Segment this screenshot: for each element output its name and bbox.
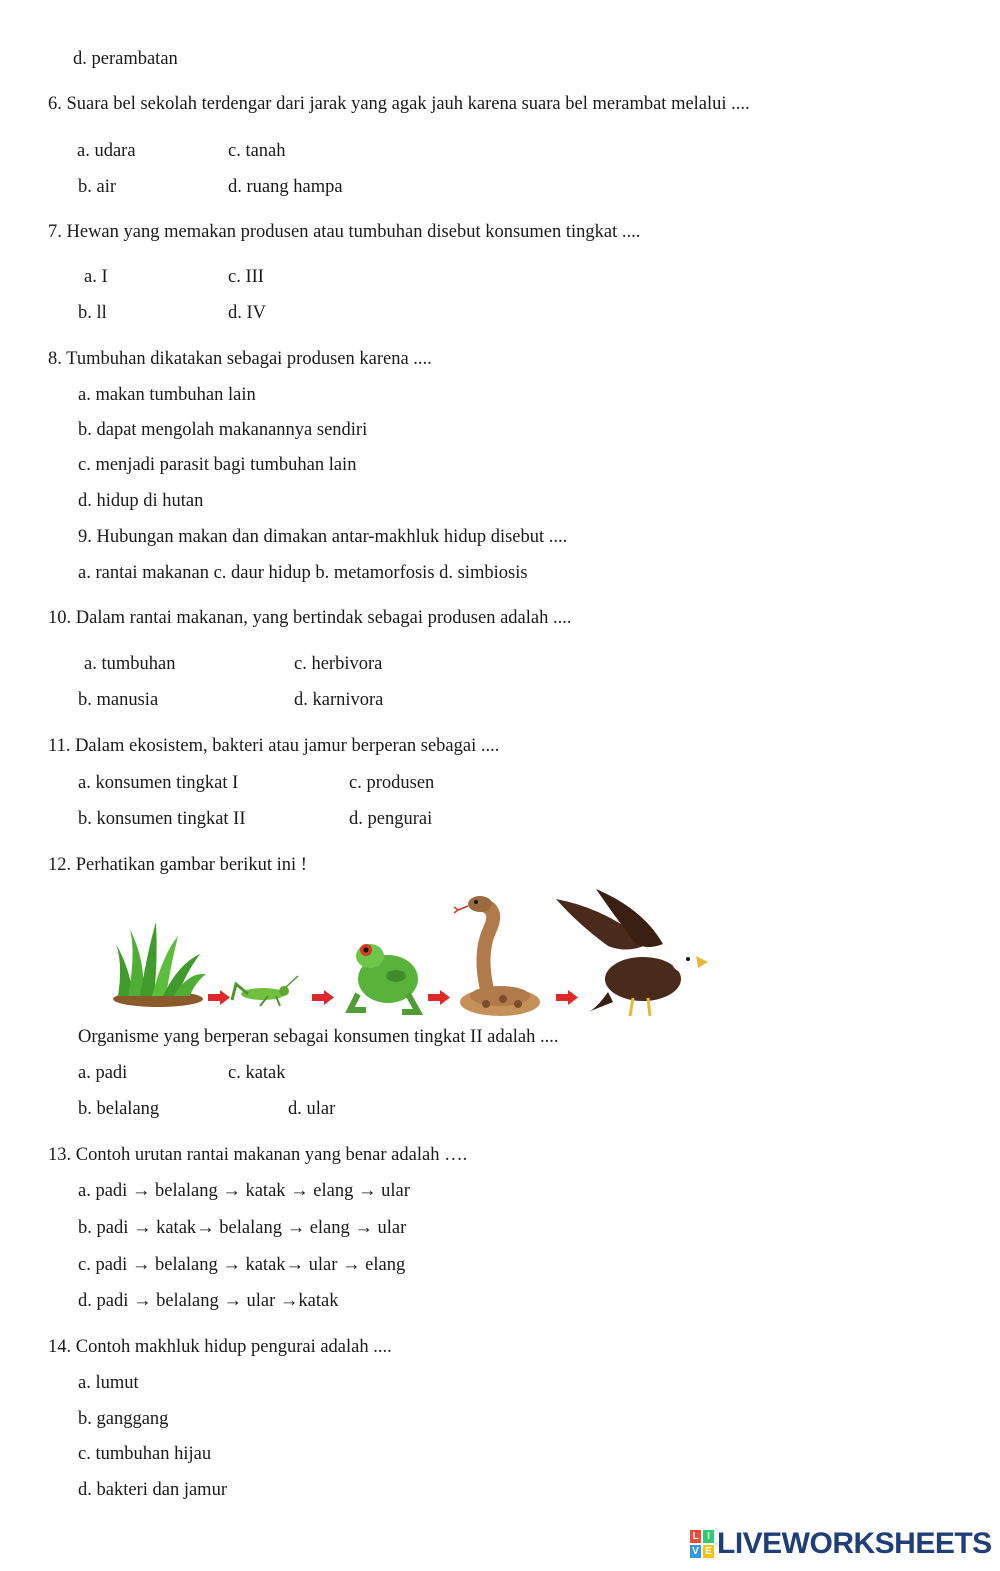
- q13-option-a: a. padi → belalang → katak → elang → ular: [78, 1181, 410, 1201]
- q12-question: 12. Perhatikan gambar berikut ini !: [48, 855, 307, 875]
- q12-option-b: b. belalang: [78, 1099, 160, 1119]
- q10-question: 10. Dalam rantai makanan, yang bertindak sebagai produsen adalah ....: [48, 608, 572, 628]
- q5-option-d: d. perambatan: [73, 49, 178, 69]
- q13-option-c: c. padi → belalang → katak→ ular → elang: [78, 1255, 406, 1275]
- q8-question: 8. Tumbuhan dikatakan sebagai produsen karena ....: [48, 349, 432, 369]
- q6-option-c: c. tanah: [228, 141, 286, 161]
- q14-option-b: b. ganggang: [78, 1409, 169, 1429]
- q11-option-b: b. konsumen tingkat II: [78, 809, 246, 829]
- q10-option-a: a. tumbuhan: [84, 654, 176, 674]
- q7-option-c: c. III: [228, 267, 264, 287]
- q10-option-d: d. karnivora: [294, 690, 384, 710]
- q11-question: 11. Dalam ekosistem, bakteri atau jamur berperan sebagai ....: [48, 736, 500, 756]
- arrow-icon: [208, 990, 230, 1005]
- logo-tile: V: [690, 1545, 701, 1558]
- q12-prompt: Organisme yang berperan sebagai konsumen tingkat II adalah ....: [78, 1027, 559, 1047]
- frog-icon: [350, 944, 418, 1012]
- q11-option-d: d. pengurai: [349, 809, 433, 829]
- grass-icon: [113, 922, 206, 1007]
- q10-option-b: b. manusia: [78, 690, 159, 710]
- q14-option-a: a. lumut: [78, 1373, 139, 1393]
- q6-option-a: a. udara: [77, 141, 136, 161]
- logo-tile: E: [703, 1545, 714, 1558]
- q12-option-d: d. ular: [288, 1099, 336, 1119]
- liveworksheets-logo: [690, 1527, 992, 1561]
- logo-tile: I: [703, 1530, 714, 1543]
- q6-option-d: d. ruang hampa: [228, 177, 343, 197]
- q11-option-a: a. konsumen tingkat I: [78, 773, 239, 793]
- q12-option-a: a. padi: [78, 1063, 128, 1083]
- logo-tiles-icon: [690, 1530, 714, 1558]
- q9-options: a. rantai makanan c. daur hidup b. metamorfosis d. simbiosis: [78, 563, 528, 583]
- arrow-icon: [428, 990, 450, 1005]
- q14-question: 14. Contoh makhluk hidup pengurai adalah ....: [48, 1337, 392, 1357]
- q7-option-a: a. I: [84, 267, 108, 287]
- food-chain-illustration: [108, 884, 708, 1024]
- q7-option-b: b. ll: [78, 303, 107, 323]
- q11-option-c: c. produsen: [349, 773, 435, 793]
- q14-option-c: c. tumbuhan hijau: [78, 1444, 212, 1464]
- arrow-icon: [556, 990, 578, 1005]
- q8-option-d: d. hidup di hutan: [78, 491, 204, 511]
- q8-option-a: a. makan tumbuhan lain: [78, 385, 256, 405]
- grasshopper-icon: [232, 976, 298, 1006]
- q12-option-c: c. katak: [228, 1063, 286, 1083]
- q7-question: 7. Hewan yang memakan produsen atau tumbuhan disebut konsumen tingkat ....: [48, 222, 641, 242]
- q8-option-b: b. dapat mengolah makanannya sendiri: [78, 420, 368, 440]
- q7-option-d: d. IV: [228, 303, 267, 323]
- q13-option-b: b. padi → katak→ belalang → elang → ular: [78, 1218, 407, 1238]
- logo-text: LIVEWORKSHEETS: [717, 1527, 992, 1560]
- q13-option-d: d. padi → belalang → ular →katak: [78, 1291, 339, 1311]
- eagle-icon: [556, 889, 708, 1016]
- q6-option-b: b. air: [78, 177, 117, 197]
- snake-icon: [454, 896, 540, 1016]
- q9-question: 9. Hubungan makan dan dimakan antar-makhluk hidup disebut ....: [78, 527, 568, 547]
- arrow-icon: [312, 990, 334, 1005]
- q6-question: 6. Suara bel sekolah terdengar dari jarak yang agak jauh karena suara bel merambat melalui ....: [48, 94, 750, 114]
- q10-option-c: c. herbivora: [294, 654, 383, 674]
- q14-option-d: d. bakteri dan jamur: [78, 1480, 227, 1500]
- q13-question: 13. Contoh urutan rantai makanan yang benar adalah ….: [48, 1145, 468, 1165]
- q8-option-c: c. menjadi parasit bagi tumbuhan lain: [78, 455, 357, 475]
- logo-tile: L: [690, 1530, 701, 1543]
